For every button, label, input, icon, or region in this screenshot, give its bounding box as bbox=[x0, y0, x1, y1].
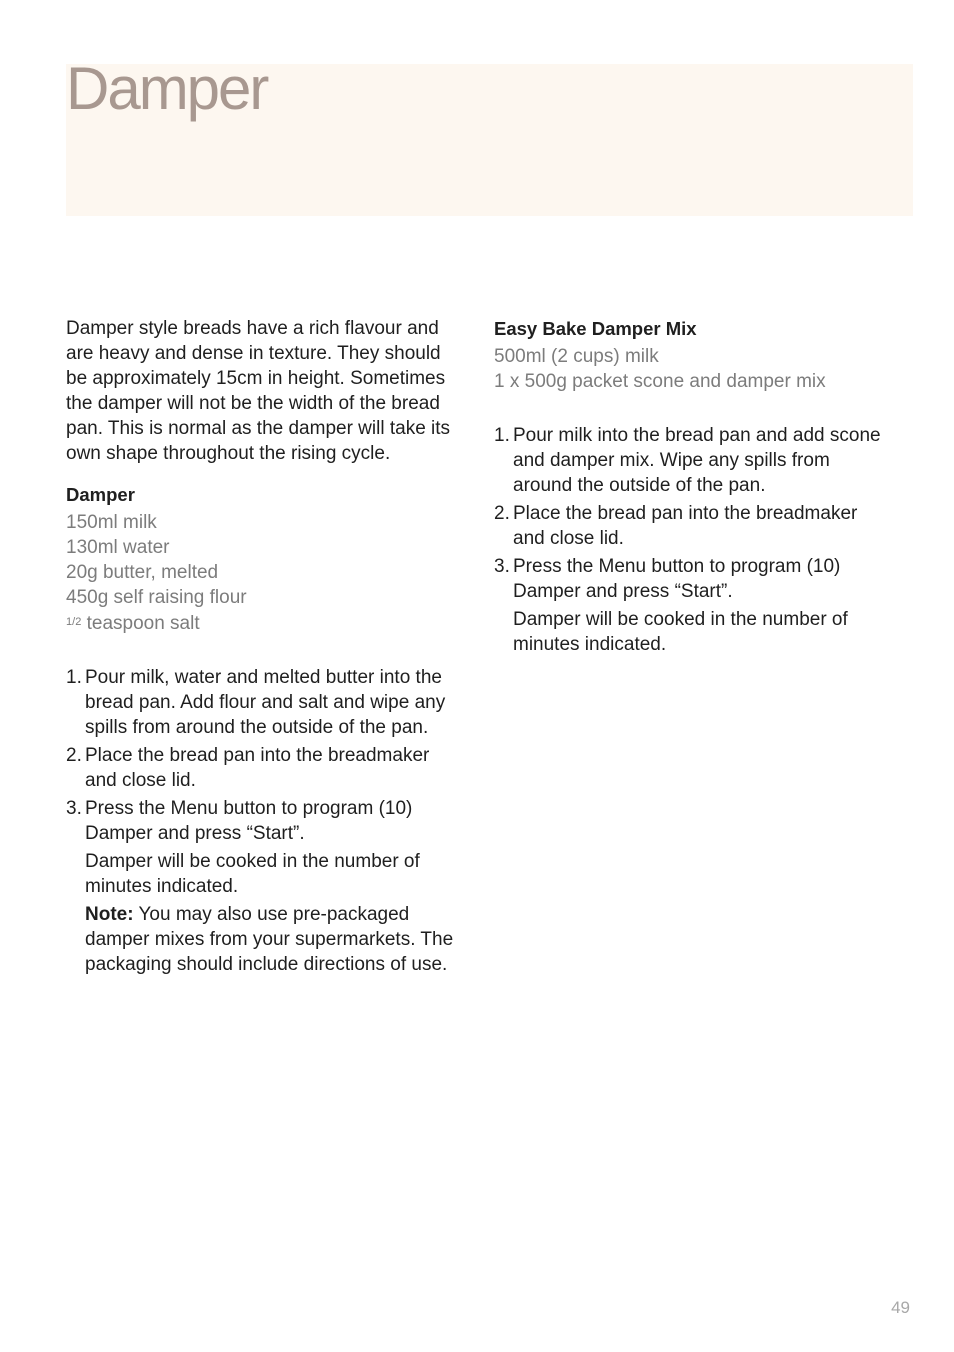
ingredient-item: 1 x 500g packet scone and damper mix bbox=[494, 371, 826, 392]
step-number: 1. bbox=[66, 667, 82, 688]
page-number: 49 bbox=[891, 1298, 910, 1317]
ingredient-item: 150ml milk bbox=[66, 512, 157, 533]
ingredient-item: 20g butter, melted bbox=[66, 562, 219, 583]
note-text: You may also use pre-packaged damper mixes from your supermarkets. The packaging should include directions of use. bbox=[85, 904, 454, 975]
step-extra: Damper will be cooked in the number of minutes indicated. bbox=[513, 609, 848, 655]
step-number: 3. bbox=[494, 556, 510, 577]
step-text: Pour milk, water and melted butter into the bread pan. Add flour and salt and wipe any spills from around the outside of the pan. bbox=[85, 667, 446, 738]
step-text: Place the bread pan into the breadmaker and close lid. bbox=[513, 503, 858, 549]
step-text: Pour milk into the bread pan and add scone and damper mix. Wipe any spills from around the outside of the pan. bbox=[513, 425, 881, 496]
step-text: Press the Menu button to program (10) Damper and press “Start”. bbox=[85, 798, 413, 844]
left-column bbox=[66, 316, 466, 980]
easy-bake-heading: Easy Bake Damper Mix bbox=[494, 318, 697, 339]
step-number: 2. bbox=[494, 503, 510, 524]
note-label: Note: bbox=[85, 904, 134, 925]
fraction-numerator: 1 bbox=[66, 616, 73, 628]
right-column bbox=[494, 316, 884, 660]
easy-bake-steps bbox=[494, 423, 884, 657]
step-number: 1. bbox=[494, 425, 510, 446]
note bbox=[85, 902, 466, 977]
fraction-slash: / bbox=[72, 616, 76, 628]
step-item bbox=[66, 743, 466, 793]
step-item bbox=[66, 796, 466, 977]
damper-heading: Damper bbox=[66, 484, 135, 505]
step-number: 2. bbox=[66, 745, 82, 766]
ingredient-item: 500ml (2 cups) milk bbox=[494, 346, 659, 367]
step-item bbox=[494, 423, 884, 498]
fraction-denominator: 2 bbox=[75, 616, 82, 628]
step-text: Press the Menu button to program (10) Damper and press “Start”. bbox=[513, 556, 841, 602]
step-extra: Damper will be cooked in the number of minutes indicated. bbox=[85, 851, 420, 897]
intro-paragraph: Damper style breads have a rich flavour and are heavy and dense in texture. They should be approximately 15cm in height. Sometimes the damper will not be the width of the bread pan. This is normal as the damper will take its own shape throughout the rising cycle. bbox=[66, 318, 451, 464]
damper-ingredients bbox=[66, 510, 466, 636]
step-item bbox=[66, 665, 466, 740]
salt-text: teaspoon salt bbox=[86, 613, 200, 634]
step-item bbox=[494, 554, 884, 657]
ingredient-item: 130ml water bbox=[66, 537, 170, 558]
step-number: 3. bbox=[66, 798, 82, 819]
step-text: Place the bread pan into the breadmaker and close lid. bbox=[85, 745, 430, 791]
easy-bake-ingredients bbox=[494, 344, 884, 394]
step-item bbox=[494, 501, 884, 551]
damper-steps bbox=[66, 665, 466, 977]
ingredient-item-salt bbox=[66, 610, 466, 636]
ingredient-item: 450g self raising flour bbox=[66, 587, 247, 608]
page-title: Damper bbox=[66, 55, 268, 122]
